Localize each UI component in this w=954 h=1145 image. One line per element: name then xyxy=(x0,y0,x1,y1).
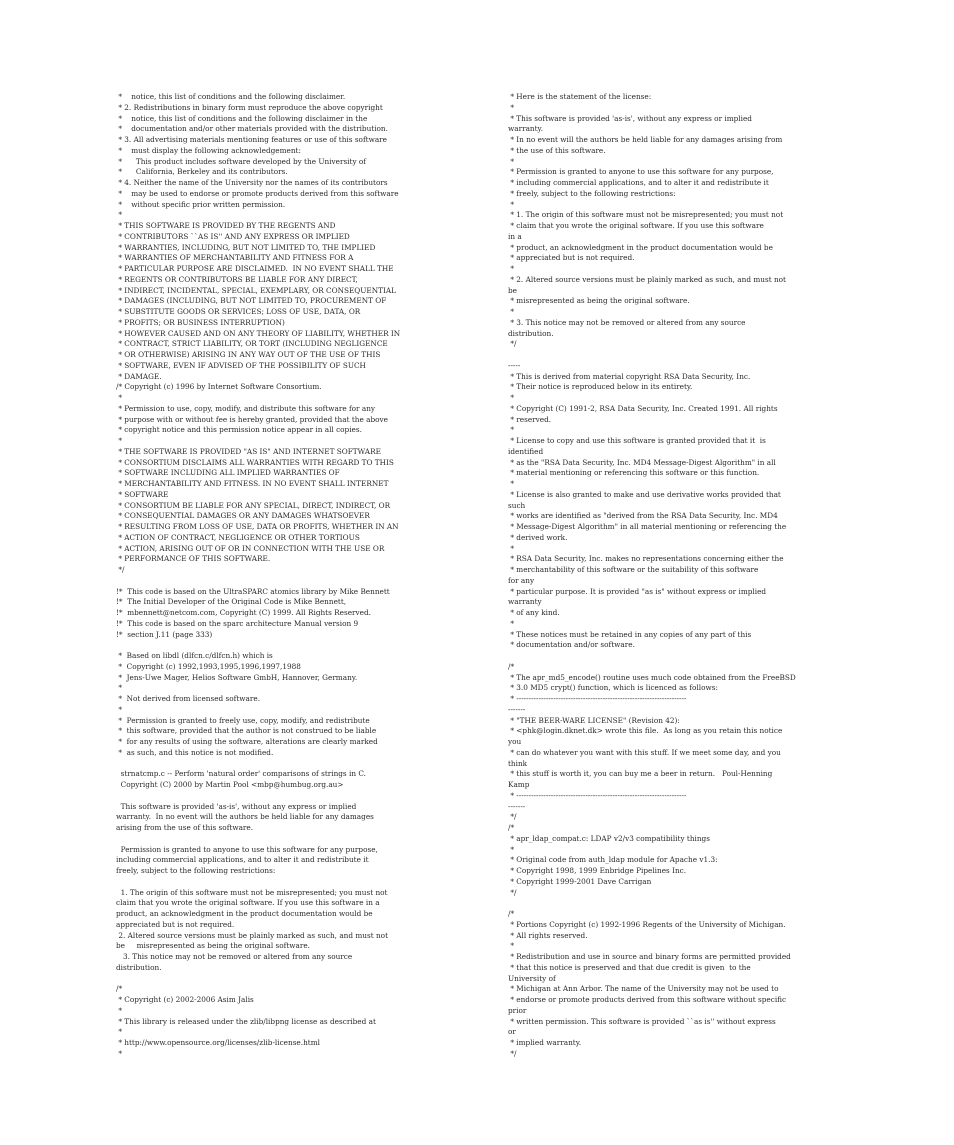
text-line: * Permission is granted to freely use, copy, modify, and redistribute xyxy=(116,715,370,725)
text-line: * All rights reserved. xyxy=(508,930,588,940)
text-line: * Copyright (c) 2002-2006 Asim Jalis xyxy=(116,995,254,1004)
text-line: * 3.0 MD5 crypt() function, which is licenced as follows: xyxy=(508,683,718,693)
text-line: * written permission. This software is provided ``as is'' without express xyxy=(508,1016,776,1026)
text-line: * Message-Digest Algorithm" in all material mentioning or referencing the xyxy=(508,522,787,531)
text-line: * xyxy=(116,210,122,220)
text-line: 3. This notice may not be removed or altered from any source xyxy=(116,952,353,961)
text-line: * xyxy=(116,1027,122,1037)
text-line: warranty xyxy=(508,597,542,607)
text-line: * must display the following acknowledgement: xyxy=(116,145,301,155)
text-line: * INDIRECT, INCIDENTAL, SPECIAL, EXEMPLARY, OR CONSEQUENTIAL xyxy=(116,285,397,295)
text-line: This software is provided 'as-is', without any express or implied xyxy=(116,801,357,811)
text-line: * THE SOFTWARE IS PROVIDED "AS IS" AND INTERNET SOFTWARE xyxy=(116,446,381,456)
text-line: warranty. In no event will the authors be held liable for any damages xyxy=(116,812,374,822)
text-line: * xyxy=(508,941,514,951)
text-line: * that this notice is preserved and that due credit is given to the xyxy=(508,962,751,972)
text-line: * Copyright (C) 1991-2, RSA Data Security, Inc. Created 1991. All rights xyxy=(508,403,778,413)
text-line: * xyxy=(508,618,514,628)
text-line: * ACTION OF CONTRACT, NEGLIGENCE OR OTHER TORTIOUS xyxy=(116,532,360,542)
text-line: * California, Berkeley and its contributors. xyxy=(116,167,288,177)
text-line: * without specific prior written permission. xyxy=(116,199,286,209)
text-line: * WARRANTIES, INCLUDING, BUT NOT LIMITED TO, THE IMPLIED xyxy=(116,242,376,252)
text-line: * Portions Copyright (c) 1992-1996 Regents of the University of Michigan. xyxy=(508,919,786,929)
text-line: * SUBSTITUTE GOODS OR SERVICES; LOSS OF USE, DATA, OR xyxy=(116,307,361,316)
text-line: * CONTRACT, STRICT LIABILITY, OR TORT (INCLUDING NEGLIGENCE xyxy=(116,339,388,349)
text-line xyxy=(116,759,502,770)
text-line: * In no event will the authors be held liable for any damages arising from xyxy=(508,135,783,144)
text-line: * HOWEVER CAUSED AND ON ANY THEORY OF LIABILITY, WHETHER IN xyxy=(116,328,401,338)
text-line: * SOFTWARE INCLUDING ALL IMPLIED WARRANTIES OF xyxy=(116,468,340,478)
text-line: * xyxy=(508,199,514,209)
text-line: * Original code from auth_ldap module for Apache v1.3: xyxy=(508,855,718,865)
text-line: * misrepresented as being the original software. xyxy=(508,296,690,306)
text-line: * xyxy=(116,393,122,402)
text-line: * RSA Data Security, Inc. makes no representations concerning either the xyxy=(508,554,784,564)
text-line: /* xyxy=(508,823,515,832)
text-line xyxy=(116,834,502,845)
text-line: * MERCHANTABILITY AND FITNESS. IN NO EVENT SHALL INTERNET xyxy=(116,479,389,488)
text-line: think xyxy=(508,758,528,768)
text-line: * for any results of using the software, alterations are clearly marked xyxy=(116,737,378,746)
text-line: * can do whatever you want with this stuff. If we meet some day, and you xyxy=(508,747,781,757)
text-line: * the use of this software. xyxy=(508,145,606,155)
text-line: * xyxy=(508,393,514,402)
text-line: * This software is provided 'as-is', without any express or implied xyxy=(508,113,752,123)
text-line xyxy=(116,640,502,651)
text-line: strnatcmp.c -- Perform 'natural order' comparisons of strings in C. xyxy=(116,769,366,779)
text-line: * DAMAGE. xyxy=(116,371,162,381)
text-line xyxy=(116,877,502,888)
text-line: * appreciated but is not required. xyxy=(508,253,635,263)
text-line: Permission is granted to anyone to use this software for any purpose, xyxy=(116,844,378,854)
text-line: 1. The origin of this software must not be misrepresented; you must not xyxy=(116,887,388,897)
text-line: * This library is released under the zlib/libpng license as described at xyxy=(116,1016,376,1026)
text-line: freely, subject to the following restrictions: xyxy=(116,866,276,875)
text-line: * WARRANTIES OF MERCHANTABILITY AND FITNESS FOR A xyxy=(116,253,354,263)
text-line: * CONSORTIUM DISCLAIMS ALL WARRANTIES WITH REGARD TO THIS xyxy=(116,457,394,467)
text-line: you xyxy=(508,737,522,746)
text-line: * CONTRIBUTORS ``AS IS'' AND ANY EXPRESS OR IMPLIED xyxy=(116,231,350,241)
text-line: !* The Initial Developer of the Original Code is Mike Bennett, xyxy=(116,597,347,607)
text-line: * CONSEQUENTIAL DAMAGES OR ANY DAMAGES WHATSOEVER xyxy=(116,511,370,521)
text-line: * this software, provided that the author is not construed to be liable xyxy=(116,726,377,736)
text-line: * 2. Redistributions in binary form must reproduce the above copyright xyxy=(116,102,383,112)
text-line: in a xyxy=(508,231,522,241)
text-line: or xyxy=(508,1027,516,1037)
text-line: * copyright notice and this permission notice appear in all copies. xyxy=(116,425,362,435)
text-line xyxy=(116,576,502,587)
text-line: * This product includes software developed by the University of xyxy=(116,156,366,166)
text-line: * as the "RSA Data Security, Inc. MD4 Message-Digest Algorithm" in all xyxy=(508,457,776,467)
text-line: * product, an acknowledgment in the product documentation would be xyxy=(508,242,773,252)
text-line: * freely, subject to the following restrictions: xyxy=(508,188,676,198)
text-line: /* xyxy=(508,661,515,671)
text-line: * SOFTWARE xyxy=(116,489,169,499)
text-line: * CONSORTIUM BE LIABLE FOR ANY SPECIAL, DIRECT, INDIRECT, OR xyxy=(116,500,391,510)
text-line: * License to copy and use this software is granted provided that it is xyxy=(508,436,766,445)
text-line: * may be used to endorse or promote products derived from this software xyxy=(116,188,399,198)
text-line: * 3. This notice may not be removed or altered from any source xyxy=(508,317,746,327)
text-line: * xyxy=(508,156,514,166)
text-line: * Here is the statement of the license: xyxy=(508,92,652,101)
text-line: * 3. All advertising materials mentioning features or use of this software xyxy=(116,135,387,144)
text-line: * Copyright (c) 1992,1993,1995,1996,1997,1988 xyxy=(116,661,301,671)
text-line: distribution. xyxy=(116,962,162,972)
text-line: claim that you wrote the original software. If you use this software in a xyxy=(116,898,380,908)
text-line xyxy=(116,791,502,802)
text-line: /* Copyright (c) 1996 by Internet Software Consortium. xyxy=(116,382,322,392)
text-line: * License is also granted to make and use derivative works provided that xyxy=(508,489,781,499)
text-line: be xyxy=(508,285,517,295)
text-line: * Permission to use, copy, modify, and distribute this software for any xyxy=(116,403,376,413)
text-line: * SOFTWARE, EVEN IF ADVISED OF THE POSSIBILITY OF SUCH xyxy=(116,360,366,370)
text-line: * PROFITS; OR BUSINESS INTERRUPTION) xyxy=(116,317,285,327)
text-line: * xyxy=(116,436,122,445)
text-line: * xyxy=(508,425,514,435)
text-line: */ xyxy=(508,1048,517,1058)
text-line: * Permission is granted to anyone to use this software for any purpose, xyxy=(508,167,774,177)
text-line: product, an acknowledgment in the product documentation would be xyxy=(116,909,373,918)
text-line xyxy=(116,974,502,985)
text-line: warranty. xyxy=(508,124,544,134)
text-line: * Their notice is reproduced below in its entirety. xyxy=(508,382,693,392)
text-line: * This is derived from material copyright RSA Data Security, Inc. xyxy=(508,371,751,381)
text-line: */ xyxy=(508,339,517,349)
text-line: for any xyxy=(508,575,535,585)
text-line xyxy=(508,350,894,361)
text-line: * 2. Altered source versions must be plainly marked as such, and must not xyxy=(508,274,786,284)
text-line: * http://www.opensource.org/licenses/zlib-license.html xyxy=(116,1038,320,1047)
text-line: Kamp xyxy=(508,780,530,789)
text-line: * PERFORMANCE OF THIS SOFTWARE. xyxy=(116,554,271,564)
text-line: * derived work. xyxy=(508,532,568,542)
text-line: ----- xyxy=(508,360,521,370)
right-text-column xyxy=(508,92,894,1060)
text-line: ------- xyxy=(508,704,526,714)
text-line: * material mentioning or referencing this software or this function. xyxy=(508,468,760,478)
text-line: * --------------------------------------------------------------------- xyxy=(508,694,687,703)
text-line: * implied warranty. xyxy=(508,1038,582,1047)
text-line: * apr_ldap_compat.c: LDAP v2/v3 compatibility things xyxy=(508,833,710,843)
text-line: distribution. xyxy=(508,328,554,338)
text-line: * notice, this list of conditions and the following disclaimer in the xyxy=(116,113,368,123)
text-line: prior xyxy=(508,1005,527,1015)
text-line: * xyxy=(508,844,514,854)
text-line: ------- xyxy=(508,801,526,811)
text-line: * Michigan at Ann Arbor. The name of the University may not be used to xyxy=(508,984,779,994)
text-line: * particular purpose. It is provided "as is" without express or implied xyxy=(508,586,767,596)
text-line: University of xyxy=(508,973,556,983)
text-line: * purpose with or without fee is hereby granted, provided that the above xyxy=(116,414,388,424)
text-line: * works are identified as "derived from the RSA Data Security, Inc. MD4 xyxy=(508,511,778,521)
text-line: * xyxy=(508,479,514,488)
text-line: * Jens-Uwe Mager, Helios Software GmbH, Hannover, Germany. xyxy=(116,672,358,682)
text-line: * xyxy=(508,307,514,316)
text-line: * reserved. xyxy=(508,414,552,424)
text-line: appreciated but is not required. xyxy=(116,919,235,929)
text-line: * xyxy=(116,1048,122,1058)
text-line: * ACTION, ARISING OUT OF OR IN CONNECTION WITH THE USE OR xyxy=(116,543,385,553)
text-line: * of any kind. xyxy=(508,608,560,617)
text-line: /* xyxy=(116,984,123,994)
text-line: * including commercial applications, and to alter it and redistribute it xyxy=(508,178,769,187)
text-line: * "THE BEER-WARE LICENSE" (Revision 42): xyxy=(508,715,680,725)
text-line: * Not derived from licensed software. xyxy=(116,694,261,703)
text-line: identified xyxy=(508,446,544,456)
text-line: /* xyxy=(508,909,515,918)
text-line: * --------------------------------------------------------------------- xyxy=(508,790,687,800)
text-line: * PARTICULAR PURPOSE ARE DISCLAIMED. IN NO EVENT SHALL THE xyxy=(116,264,394,273)
text-line: * xyxy=(116,704,122,714)
text-line: * REGENTS OR CONTRIBUTORS BE LIABLE FOR ANY DIRECT, xyxy=(116,274,358,284)
text-line: * as such, and this notice is not modified. xyxy=(116,747,274,757)
text-line: * xyxy=(508,543,514,553)
text-line: * Based on libdl (dlfcn.c/dlfcn.h) which is xyxy=(116,651,273,660)
text-line: * xyxy=(116,1005,122,1015)
text-line: * <phk@login.dknet.dk> wrote this file. As long as you retain this notice xyxy=(508,726,783,736)
text-line: * 4. Neither the name of the University nor the names of its contributors xyxy=(116,178,388,187)
text-line: arising from the use of this software. xyxy=(116,823,254,832)
text-line: * Copyright 1998, 1999 Enbridge Pipelines Inc. xyxy=(508,866,687,875)
text-line: such xyxy=(508,500,526,510)
text-line: * documentation and/or other materials provided with the distribution. xyxy=(116,124,388,134)
text-line: * claim that you wrote the original software. If you use this software xyxy=(508,221,764,230)
text-line: !* This code is based on the UltraSPARC atomics library by Mike Bennett xyxy=(116,586,390,596)
text-line: !* This code is based on the sparc architecture Manual version 9 xyxy=(116,618,359,628)
text-line: * xyxy=(508,264,514,273)
text-line: * OR OTHERWISE) ARISING IN ANY WAY OUT OF THE USE OF THIS xyxy=(116,350,381,359)
text-line: * merchantability of this software or the suitability of this software xyxy=(508,565,759,574)
text-line: * 1. The origin of this software must not be misrepresented; you must not xyxy=(508,210,784,220)
text-line: * endorse or promote products derived from this software without specific xyxy=(508,995,787,1004)
text-line xyxy=(508,651,894,662)
text-line: * xyxy=(508,102,514,112)
text-line: * These notices must be retained in any copies of any part of this xyxy=(508,629,752,639)
text-line: * documentation and/or software. xyxy=(508,640,635,650)
text-line: * THIS SOFTWARE IS PROVIDED BY THE REGENTS AND xyxy=(116,221,336,230)
text-line: * DAMAGES (INCLUDING, BUT NOT LIMITED TO, PROCUREMENT OF xyxy=(116,296,387,306)
left-text-column xyxy=(116,92,502,1060)
text-line xyxy=(508,898,894,909)
text-line: */ xyxy=(116,565,125,574)
text-line: !* mbennett@netcom.com, Copyright (C) 1999. All Rights Reserved. xyxy=(116,608,371,617)
text-line: * xyxy=(116,683,122,693)
text-line: * The apr_md5_encode() routine uses much code obtained from the FreeBSD xyxy=(508,672,796,682)
text-line: * this stuff is worth it, you can buy me a beer in return. Poul-Henning xyxy=(508,769,773,779)
text-line: including commercial applications, and to alter it and redistribute it xyxy=(116,855,369,865)
text-line: !* section J.11 (page 333) xyxy=(116,629,213,639)
text-line: 2. Altered source versions must be plainly marked as such, and must not xyxy=(116,930,389,940)
text-line: Copyright (C) 2000 by Martin Pool <mbp@humbug.org.au> xyxy=(116,780,344,789)
text-line: */ xyxy=(508,812,517,822)
text-line: * RESULTING FROM LOSS OF USE, DATA OR PROFITS, WHETHER IN AN xyxy=(116,522,399,531)
text-line: * Copyright 1999-2001 Dave Carrigan xyxy=(508,876,652,886)
text-line: */ xyxy=(508,887,517,897)
text-line: be misrepresented as being the original software. xyxy=(116,941,310,951)
text-line: * Redistribution and use in source and binary forms are permitted provided xyxy=(508,952,791,961)
text-line: * notice, this list of conditions and the following disclaimer. xyxy=(116,92,346,101)
